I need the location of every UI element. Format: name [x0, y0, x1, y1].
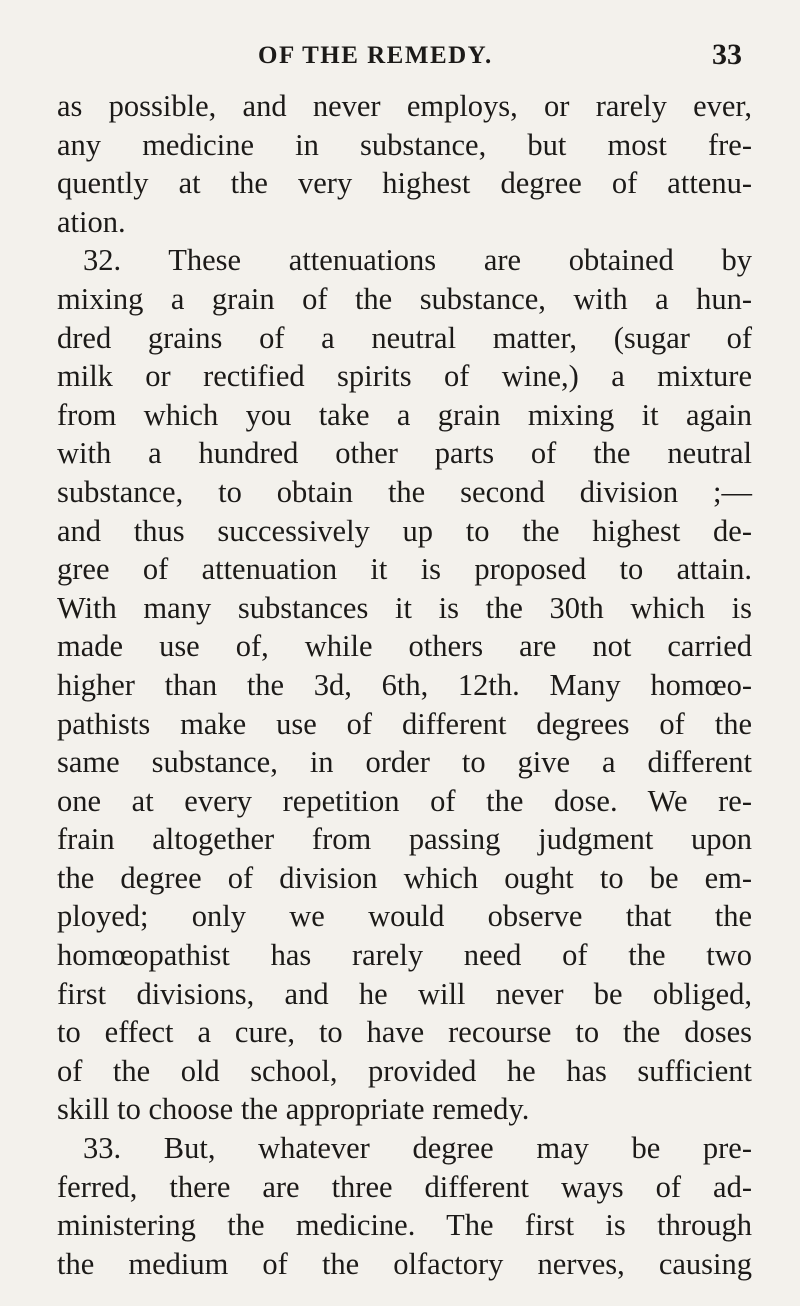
paragraph-start-32: 32. These attenuations are obtained by — [83, 243, 752, 278]
text-line: substance, to obtain the second division ;— — [57, 474, 752, 509]
text-line: gree of attenuation it is proposed to attain. — [57, 552, 752, 587]
text-line: ministering the medicine. The first is through — [57, 1208, 752, 1243]
text-line: from which you take a grain mixing it again — [57, 397, 752, 432]
text-line: frain altogether from passing judgment upon — [57, 822, 752, 857]
text-line: homœopathist has rarely need of the two — [57, 938, 752, 973]
text-line: ation. — [57, 204, 126, 239]
text-line: with a hundred other parts of the neutral — [57, 436, 752, 471]
text-line: the degree of division which ought to be em- — [57, 860, 752, 895]
running-head: OF THE REMEDY. — [258, 42, 493, 69]
text-line: skill to choose the appropriate remedy. — [57, 1092, 530, 1127]
text-line: one at every repetition of the dose. We re- — [57, 783, 752, 818]
text-line: of the old school, provided he has sufficient — [57, 1053, 752, 1088]
text-line: to effect a cure, to have recourse to the doses — [57, 1015, 752, 1050]
text-line: first divisions, and he will never be obliged, — [57, 976, 752, 1011]
text-line: any medicine in substance, but most fre- — [57, 127, 752, 162]
text-line: same substance, in order to give a different — [57, 745, 752, 780]
text-line: pathists make use of different degrees of the — [57, 706, 752, 741]
text-line: ferred, there are three different ways of ad- — [57, 1169, 752, 1204]
text-line: as possible, and never employs, or rarely ever, — [57, 89, 752, 123]
text-line: ployed; only we would observe that the — [57, 899, 752, 934]
text-line: made use of, while others are not carried — [57, 629, 752, 664]
text-line: With many substances it is the 30th which is — [57, 590, 752, 625]
paragraph-start-33: 33. But, whatever degree may be pre- — [83, 1131, 752, 1166]
text-line: the medium of the olfactory nerves, causing — [57, 1246, 752, 1281]
text-line: milk or rectified spirits of wine,) a mixture — [57, 359, 752, 394]
text-line: and thus successively up to the highest de- — [57, 513, 752, 548]
body-text — [57, 87, 752, 1283]
text-line: quently at the very highest degree of attenu- — [57, 166, 752, 201]
text-line: mixing a grain of the substance, with a hun- — [57, 281, 752, 316]
text-line: dred grains of a neutral matter, (sugar of — [57, 320, 752, 355]
text-line: higher than the 3d, 6th, 12th. Many homœo- — [57, 667, 752, 702]
page-number: 33 — [712, 38, 742, 71]
